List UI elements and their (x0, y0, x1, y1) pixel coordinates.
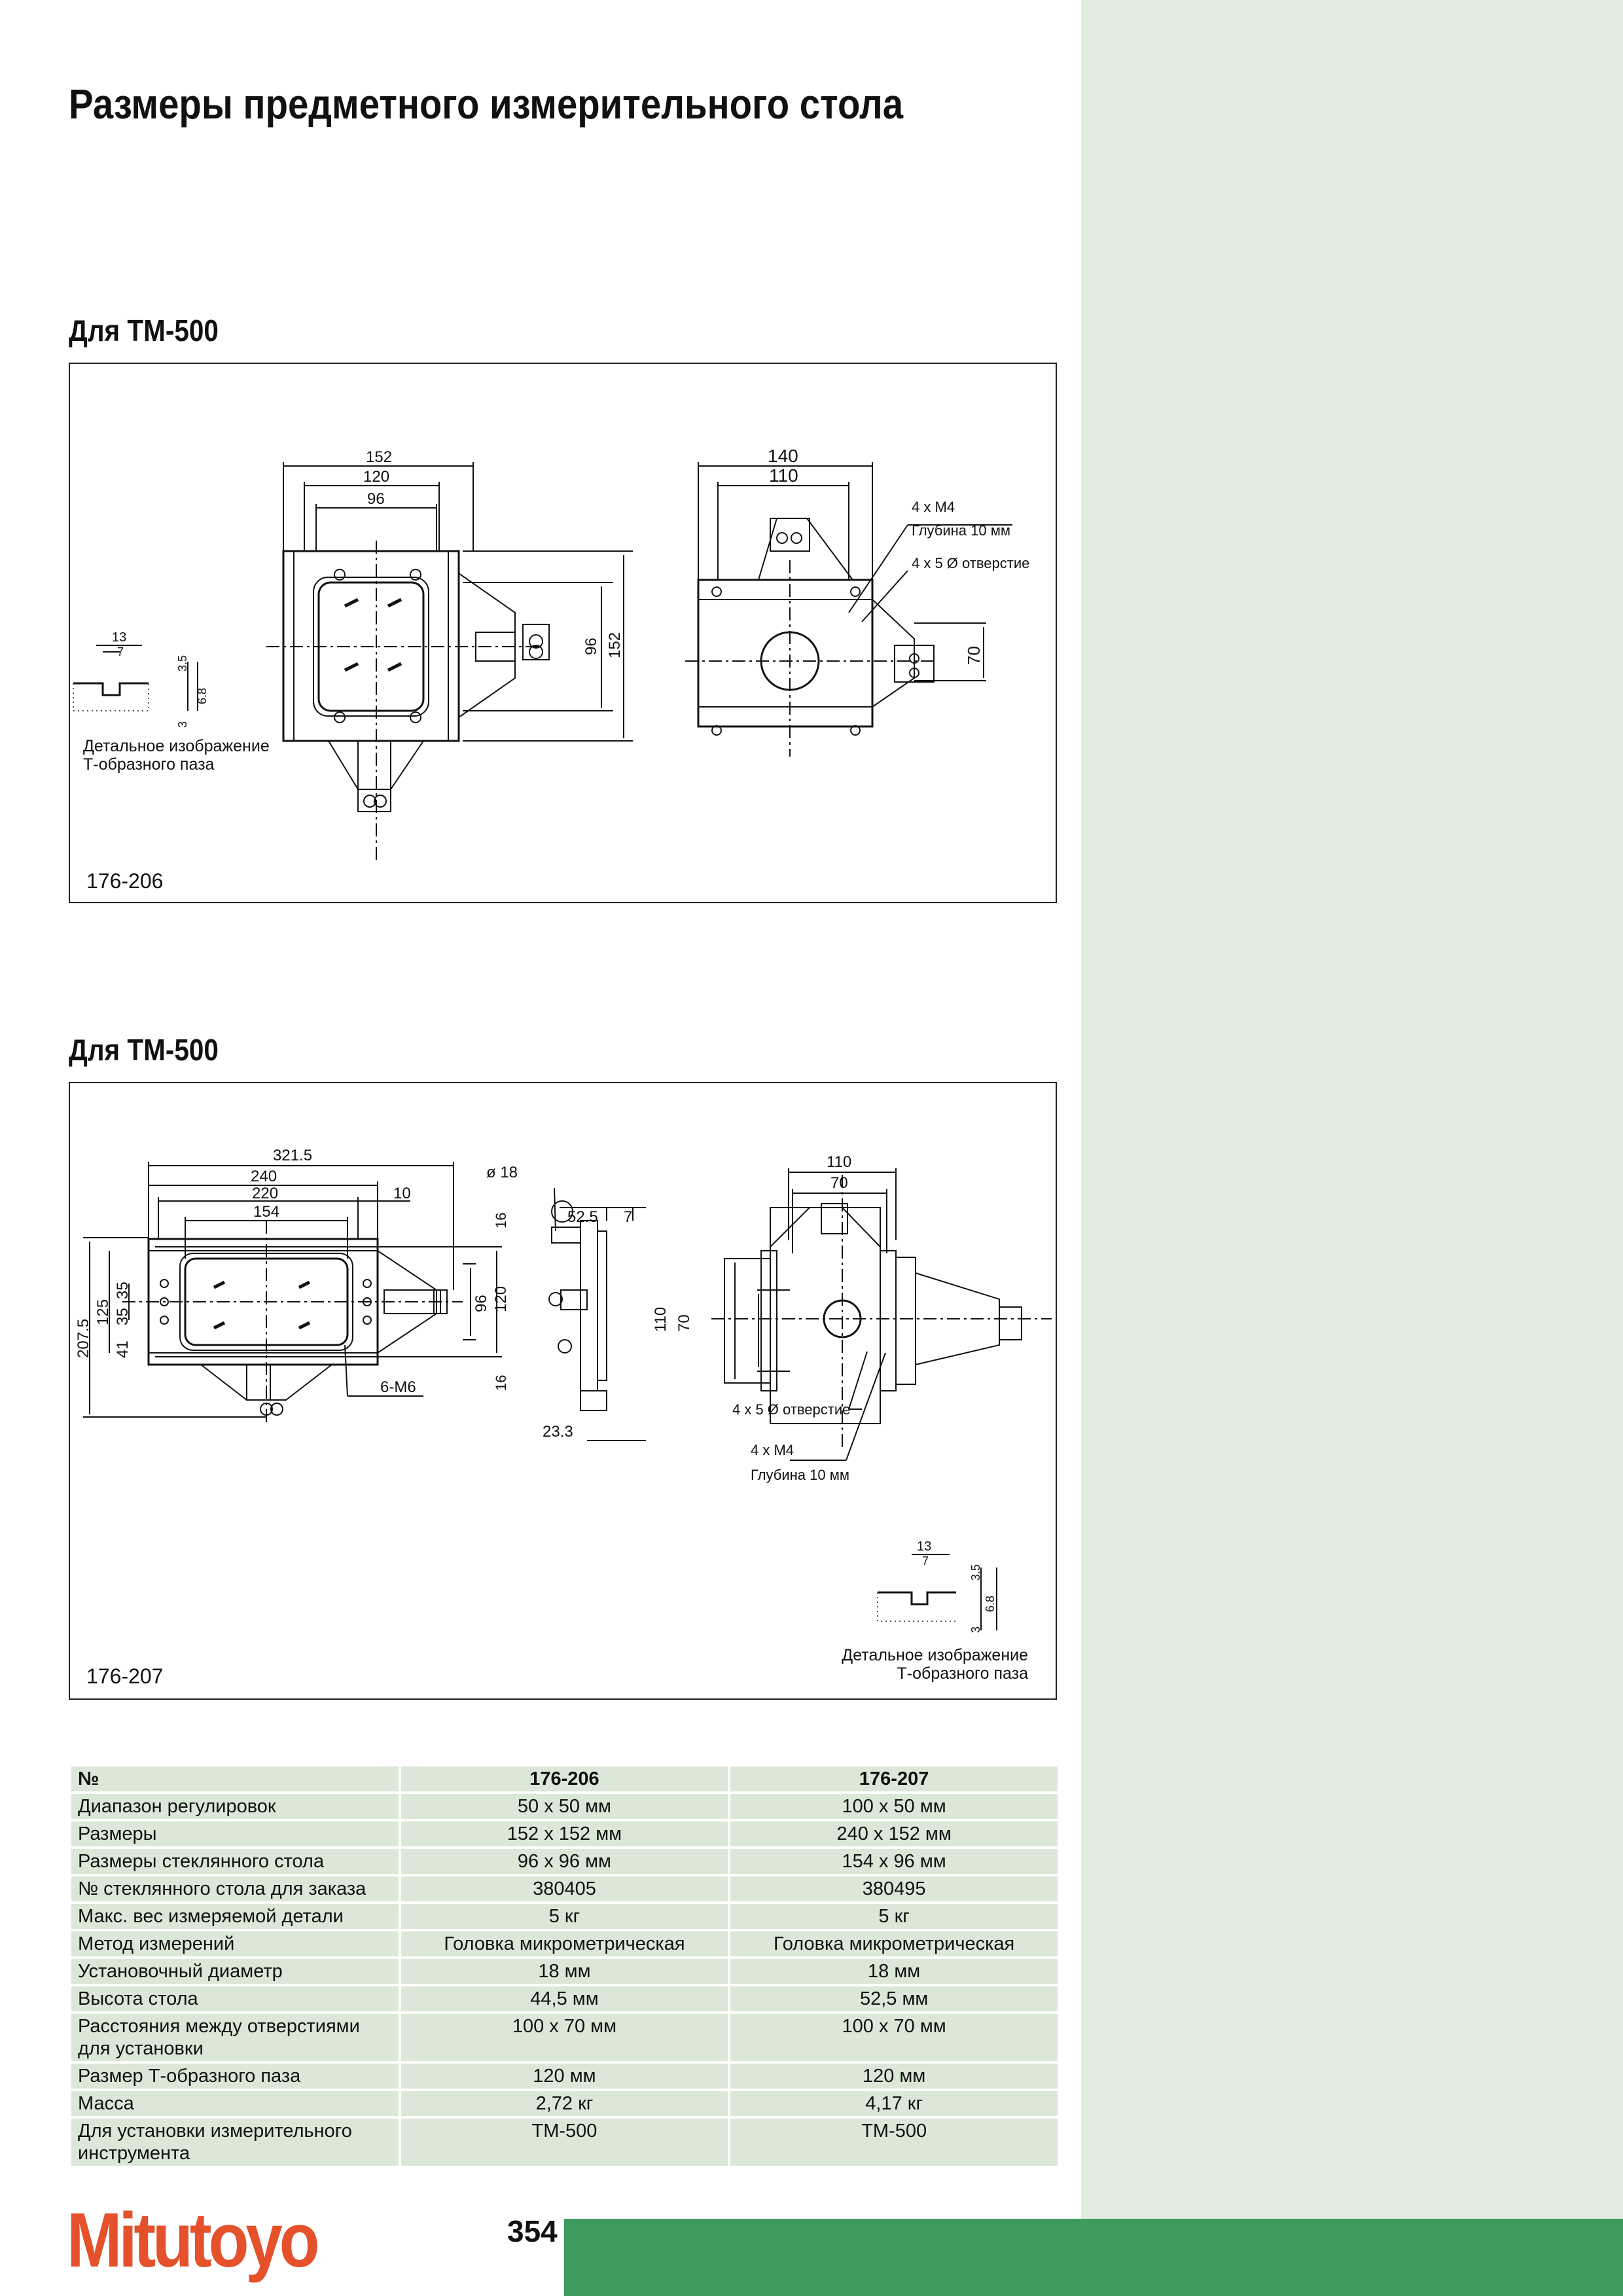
table-row (71, 2064, 1058, 2089)
slot-3-5: 3.5 (176, 655, 189, 672)
value-176-206: 380405 (401, 1876, 728, 1901)
dimension-labels-176-206 (70, 364, 1029, 774)
dim-96: 96 (367, 490, 385, 508)
dim-152: 152 (366, 448, 393, 466)
value-176-206: 5 кг (401, 1904, 728, 1929)
slot-7: 7 (117, 645, 124, 658)
slot-6-8: 6.8 (196, 687, 209, 704)
dim-140-right: 140 (768, 446, 798, 466)
table-top-view (266, 462, 633, 861)
value-176-206: TM-500 (401, 2119, 728, 2166)
row-label: Масса (71, 2091, 399, 2116)
section-title-2: Для ТМ-500 (69, 1033, 219, 1067)
value-176-207: 380495 (730, 1876, 1058, 1901)
row-label: Метод измерений (71, 1931, 399, 1956)
slot-7-2: 7 (922, 1554, 929, 1568)
label-holes-2: 4 x 5 Ø отверстие (732, 1401, 851, 1418)
dim-96-side: 96 (473, 1295, 490, 1312)
technical-drawing-176-206 (70, 364, 1056, 902)
dim-96-vertical: 96 (582, 637, 600, 655)
mitutoyo-logo: Mitutoyo (67, 2197, 317, 2284)
dim-154: 154 (253, 1203, 280, 1221)
label-phi-18: ø 18 (486, 1164, 518, 1181)
dim-70-top: 70 (830, 1174, 848, 1192)
detail-caption-line1: Детальное изображение (83, 737, 270, 755)
dim-23-3: 23.3 (543, 1423, 573, 1441)
drawing-code-176-207: 176-207 (86, 1664, 164, 1688)
dim-16-top: 16 (493, 1212, 509, 1229)
dim-125: 125 (94, 1299, 112, 1325)
value-176-207: 100 x 50 мм (730, 1794, 1058, 1819)
table-row (71, 1904, 1058, 1929)
dim-120-side: 120 (492, 1285, 510, 1312)
row-label: Диапазон регулировок (71, 1794, 399, 1819)
row-label: Установочный диаметр (71, 1959, 399, 1984)
dim-35-a: 35 (114, 1282, 132, 1299)
table-row (71, 2119, 1058, 2166)
label-4xm4: 4 x M4 (912, 499, 955, 515)
dim-70: 70 (964, 646, 984, 665)
table-row (71, 1821, 1058, 1846)
header-176-207: 176-207 (730, 1767, 1058, 1791)
header-176-206: 176-206 (401, 1767, 728, 1791)
label-6-m6: 6-M6 (380, 1378, 416, 1396)
value-176-207: TM-500 (730, 2119, 1058, 2166)
specifications-table (69, 1764, 1060, 2168)
page-sidebar (1081, 0, 1623, 2296)
detail-caption-2-line2: Т-образного паза (897, 1664, 1028, 1683)
value-176-206: 96 x 96 мм (401, 1849, 728, 1874)
value-176-206: Головка микрометрическая (401, 1931, 728, 1956)
table-row (71, 1849, 1058, 1874)
dim-152-vertical: 152 (606, 632, 624, 658)
value-176-207: 240 x 152 мм (730, 1821, 1058, 1846)
value-176-206: 50 x 50 мм (401, 1794, 728, 1819)
dim-207-5: 207.5 (75, 1318, 92, 1358)
value-176-207: 120 мм (730, 2064, 1058, 2089)
dim-16-bottom: 16 (493, 1374, 509, 1391)
value-176-206: 2,72 кг (401, 2091, 728, 2116)
value-176-207: 100 x 70 мм (730, 2014, 1058, 2061)
table-row (71, 1986, 1058, 2011)
detail-caption-2-line1: Детальное изображение (842, 1646, 1028, 1664)
table-row (71, 2091, 1058, 2116)
technical-drawing-176-207 (70, 1083, 1056, 1698)
value-176-206: 120 мм (401, 2064, 728, 2089)
value-176-206: 44,5 мм (401, 1986, 728, 2011)
dim-52-5: 52.5 (567, 1208, 598, 1226)
dim-10: 10 (393, 1185, 411, 1202)
row-label: Расстояния между отверстиями для установки (71, 2014, 399, 2061)
dim-240: 240 (251, 1168, 277, 1185)
value-176-207: 52,5 мм (730, 1986, 1058, 2011)
dim-110-left: 110 (652, 1306, 669, 1332)
label-4xm4-2: 4 x M4 (751, 1442, 794, 1458)
row-label: Размер Т-образного паза (71, 2064, 399, 2089)
table-row (71, 1931, 1058, 1956)
value-176-206: 18 мм (401, 1959, 728, 1984)
detail-caption-line2: Т-образного паза (83, 755, 215, 774)
drawing-code-176-206: 176-206 (86, 869, 164, 893)
page-title: Размеры предметного измерительного стола (69, 81, 904, 128)
value-176-207: Головка микрометрическая (730, 1931, 1058, 1956)
dim-220: 220 (252, 1185, 279, 1202)
value-176-207: 154 x 96 мм (730, 1849, 1058, 1874)
label-depth-2: Глубина 10 мм (751, 1467, 849, 1483)
row-label: № стеклянного стола для заказа (71, 1876, 399, 1901)
page-number: 354 (507, 2214, 558, 2248)
table-row (71, 1794, 1058, 1819)
header-number: № (71, 1767, 399, 1791)
dim-110-top: 110 (827, 1153, 852, 1171)
row-label: Макс. вес измеряемой детали (71, 1904, 399, 1929)
row-label: Размеры стеклянного стола (71, 1849, 399, 1874)
slot-3-5-2: 3.5 (969, 1564, 982, 1581)
label-holes: 4 x 5 Ø отверстие (912, 555, 1030, 571)
row-label: Размеры (71, 1821, 399, 1846)
table-header-row (71, 1767, 1058, 1791)
dim-7: 7 (624, 1208, 633, 1226)
dim-120: 120 (363, 468, 390, 486)
slot-3: 3 (176, 721, 189, 728)
table-bottom-view (685, 462, 1012, 757)
table-top-view-large (83, 1162, 502, 1424)
drawing-frame-176-207 (69, 1082, 1057, 1700)
value-176-207: 4,17 кг (730, 2091, 1058, 2116)
drawing-frame-176-206 (69, 363, 1057, 903)
table-row (71, 2014, 1058, 2061)
value-176-206: 152 x 152 мм (401, 1821, 728, 1846)
row-label: Для установки измерительного инструмента (71, 2119, 399, 2166)
slot-3-2: 3 (969, 1626, 982, 1633)
table-row (71, 1876, 1058, 1901)
footer-bar (564, 2219, 1623, 2296)
dim-110-right: 110 (769, 465, 798, 486)
value-176-207: 5 кг (730, 1904, 1058, 1929)
slot-6-8-2: 6.8 (984, 1595, 997, 1612)
dim-321-5: 321.5 (273, 1147, 313, 1164)
dim-41: 41 (114, 1340, 132, 1358)
dim-70-left: 70 (675, 1314, 693, 1332)
section-title-1: Для ТМ-500 (69, 314, 219, 348)
value-176-207: 18 мм (730, 1959, 1058, 1984)
label-depth: Глубина 10 мм (912, 522, 1010, 539)
value-176-206: 100 x 70 мм (401, 2014, 728, 2061)
slot-13-2: 13 (917, 1539, 932, 1554)
table-row (71, 1959, 1058, 1984)
slot-13: 13 (112, 630, 127, 645)
row-label: Высота стола (71, 1986, 399, 2011)
dim-35-b: 35 (114, 1308, 132, 1325)
